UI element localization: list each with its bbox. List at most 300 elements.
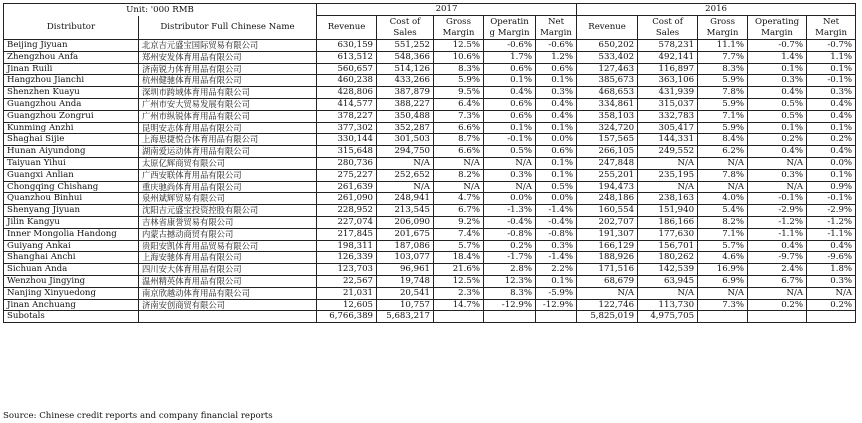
net-margin-2016-cell: N/A [807,287,856,299]
full-name-header: Distributor Full Chinese Name [139,16,317,40]
cost-of-sales-2017-cell: 388,227 [377,98,434,110]
net-margin-2017-cell: -0.8% [536,228,577,240]
subtotal-empty-cell [484,311,536,323]
table-row [4,216,856,228]
operating-margin-2016-cell: 0.3% [748,75,807,87]
operating-margin-2016-cell: -2.9% [748,205,807,217]
operating-margin-2016-cell: 0.1% [748,63,807,75]
full-chinese-name-cell: 广州市安大贸易发展有限公司 [139,98,317,110]
net-margin-2016-cell: 0.1% [807,122,856,134]
gross-margin-2017-cell: 9.2% [434,216,484,228]
operating-margin-2016-cell: -0.7% [748,40,807,52]
revenue-2017-cell: 280,736 [317,157,377,169]
gross-margin-2016-cell: 4.6% [698,252,748,264]
net-margin-2017-cell: 0.6% [536,63,577,75]
operating-margin-2016-cell: 0.2% [748,299,807,311]
header-year-row [4,4,856,16]
distributor-cell: Kunming Anzhi [4,122,139,134]
gross-margin-2016-cell: 7.7% [698,51,748,63]
operating-margin-2017-header: Operatin g Margin [484,16,536,40]
table-row [4,110,856,122]
revenue-2017-cell: 275,227 [317,169,377,181]
net-margin-2016-cell: -1.1% [807,228,856,240]
revenue-2016-cell: 533,402 [577,51,638,63]
table-row [4,193,856,205]
net-margin-2017-cell: 0.5% [536,181,577,193]
gross-margin-2017-cell: 8.2% [434,169,484,181]
full-chinese-name-cell: 湖南爱运动体育用品有限公司 [139,146,317,158]
cost-of-sales-2016-cell: 249,552 [638,146,698,158]
cost-of-sales-2016-cell: N/A [638,157,698,169]
distributor-financials-table-wrapper [3,3,855,323]
distributor-cell: Guangzhou Anda [4,98,139,110]
operating-margin-2017-cell: N/A [484,181,536,193]
subtotal-empty-cell [536,311,577,323]
operating-margin-2016-cell: -1.2% [748,216,807,228]
full-chinese-name-cell: 重庆驰尚体育用品有限公司 [139,181,317,193]
revenue-2017-cell: 217,845 [317,228,377,240]
cost-of-sales-2016-cell: 156,701 [638,240,698,252]
cost-of-sales-2017-cell: 387,879 [377,87,434,99]
cost-of-sales-2016-cell: 63,945 [638,275,698,287]
operating-margin-2017-cell: 8.3% [484,287,536,299]
revenue-2017-cell: 377,302 [317,122,377,134]
table-row [4,87,856,99]
table-body [4,40,856,311]
gross-margin-2017-cell: 4.7% [434,193,484,205]
cost-of-sales-2016-cell: 315,037 [638,98,698,110]
gross-margin-2016-cell: 6.9% [698,275,748,287]
full-chinese-name-cell: 泉州斌辉贸易有限公司 [139,193,317,205]
revenue-2017-cell: 630,159 [317,40,377,52]
operating-margin-2016-cell: 0.3% [748,169,807,181]
gross-margin-2017-cell: 21.6% [434,264,484,276]
net-margin-2017-cell: 0.3% [536,240,577,252]
net-margin-2017-cell: 0.1% [536,275,577,287]
gross-margin-2017-cell: 7.4% [434,228,484,240]
operating-margin-2017-cell: 0.0% [484,193,536,205]
gross-margin-2016-cell: 5.9% [698,98,748,110]
net-margin-2017-header: Net Margin [536,16,577,40]
revenue-2016-cell: 334,861 [577,98,638,110]
gross-margin-2017-cell: 6.4% [434,98,484,110]
table-row [4,157,856,169]
net-margin-2017-cell: 1.2% [536,51,577,63]
net-margin-2016-cell: -0.1% [807,193,856,205]
cost-of-sales-2017-cell: 350,488 [377,110,434,122]
revenue-2017-cell: 22,567 [317,275,377,287]
net-margin-2016-cell: -1.2% [807,216,856,228]
gross-margin-2016-cell: 8.3% [698,63,748,75]
net-margin-2017-cell: 0.4% [536,110,577,122]
gross-margin-2017-cell: 8.7% [434,134,484,146]
net-margin-2017-cell: 0.1% [536,75,577,87]
gross-margin-2017-cell: N/A [434,181,484,193]
net-margin-2017-cell: 0.4% [536,98,577,110]
cost-of-sales-2017-cell: 103,077 [377,252,434,264]
net-margin-2016-cell: 0.4% [807,146,856,158]
revenue-2017-cell: 560,657 [317,63,377,75]
full-chinese-name-cell: 吉林省康誉贸易有限公司 [139,216,317,228]
net-margin-2017-cell: 0.1% [536,157,577,169]
full-chinese-name-cell: 上海安驰体育用品有限公司 [139,252,317,264]
gross-margin-2017-cell: 7.3% [434,110,484,122]
gross-margin-2016-cell: 8.2% [698,216,748,228]
distributor-cell: Guangxi Anlian [4,169,139,181]
full-chinese-name-cell: 杭州健驰体育用品有限公司 [139,75,317,87]
net-margin-2016-cell: 1.8% [807,264,856,276]
net-margin-2017-cell: 2.2% [536,264,577,276]
revenue-2016-cell: 191,307 [577,228,638,240]
table-row [4,205,856,217]
full-chinese-name-cell: 广西安联体育用品有限公司 [139,169,317,181]
full-chinese-name-cell: 温州精英体育用品有限公司 [139,275,317,287]
net-margin-2016-cell: 1.1% [807,51,856,63]
cost-of-sales-2017-cell: 514,126 [377,63,434,75]
gross-margin-2017-cell: 2.3% [434,287,484,299]
full-chinese-name-cell: 济南锐力体育用品有限公司 [139,63,317,75]
distributor-cell: Shanghai Anchi [4,252,139,264]
operating-margin-2017-cell: -1.3% [484,205,536,217]
subtotal-cost-2016: 4,975,705 [638,311,698,323]
distributor-cell: Hangzhou Jianchi [4,75,139,87]
full-chinese-name-cell: 南京欣越动体育用品有限公司 [139,287,317,299]
operating-margin-2016-cell: N/A [748,287,807,299]
subtotal-revenue-2017: 6,766,389 [317,311,377,323]
net-margin-2017-cell: -12.9% [536,299,577,311]
revenue-2017-cell: 228,952 [317,205,377,217]
distributor-cell: Beijing Jiyuan [4,40,139,52]
operating-margin-2017-cell: 0.6% [484,110,536,122]
subtotal-empty-cell [748,311,807,323]
revenue-2016-cell: N/A [577,287,638,299]
distributor-header: Distributor [4,16,139,40]
cost-of-sales-2016-cell: 180,262 [638,252,698,264]
revenue-2017-header: Revenue [317,16,377,40]
net-margin-2017-cell: 0.1% [536,122,577,134]
gross-margin-2016-cell: 5.4% [698,205,748,217]
table-row [4,299,856,311]
net-margin-2017-cell: -1.4% [536,205,577,217]
operating-margin-2016-cell: 2.4% [748,264,807,276]
cost-of-sales-2017-cell: 433,266 [377,75,434,87]
gross-margin-2016-cell: 7.1% [698,110,748,122]
subtotal-empty-cell [139,311,317,323]
net-margin-2017-cell: -1.4% [536,252,577,264]
revenue-2017-cell: 261,639 [317,181,377,193]
table-row [4,146,856,158]
revenue-2016-cell: 650,202 [577,40,638,52]
revenue-2016-cell: 122,746 [577,299,638,311]
full-chinese-name-cell: 济南安创商贸有限公司 [139,299,317,311]
revenue-2016-cell: 358,103 [577,110,638,122]
gross-margin-2016-cell: 4.0% [698,193,748,205]
distributor-cell: Shenyang Jiyuan [4,205,139,217]
cost-of-sales-2017-cell: 19,748 [377,275,434,287]
operating-margin-2017-cell: -0.8% [484,228,536,240]
revenue-2016-cell: 68,679 [577,275,638,287]
revenue-2016-cell: 160,554 [577,205,638,217]
revenue-2017-cell: 428,806 [317,87,377,99]
subtotal-empty-cell [434,311,484,323]
gross-margin-2017-cell: 12.5% [434,275,484,287]
cost-of-sales-2016-cell: 492,141 [638,51,698,63]
table-row [4,40,856,52]
table-row [4,75,856,87]
operating-margin-2016-cell: -9.7% [748,252,807,264]
revenue-2017-cell: 12,605 [317,299,377,311]
gross-margin-2017-cell: 14.7% [434,299,484,311]
distributor-cell: Chongqing Chishang [4,181,139,193]
net-margin-2016-cell: -9.6% [807,252,856,264]
net-margin-2016-cell: 0.4% [807,240,856,252]
gross-margin-2017-cell: 9.5% [434,87,484,99]
operating-margin-2017-cell: 0.6% [484,63,536,75]
subtotal-empty-cell [807,311,856,323]
distributor-cell: Inner Mongolia Handong [4,228,139,240]
operating-margin-2016-cell: N/A [748,157,807,169]
cost-of-sales-2017-cell: 187,086 [377,240,434,252]
subtotal-revenue-2016: 5,825,019 [577,311,638,323]
operating-margin-2017-cell: 0.2% [484,240,536,252]
revenue-2017-cell: 315,648 [317,146,377,158]
net-margin-2017-cell: -0.4% [536,216,577,228]
revenue-2017-cell: 330,144 [317,134,377,146]
cost-of-sales-2017-cell: 352,287 [377,122,434,134]
gross-margin-2016-cell: 11.1% [698,40,748,52]
net-margin-2016-cell: 0.1% [807,63,856,75]
table-row [4,252,856,264]
full-chinese-name-cell: 太原亿辉商贸有限公司 [139,157,317,169]
table-row [4,240,856,252]
net-margin-2016-header: Net Margin [807,16,856,40]
revenue-2016-cell: 248,186 [577,193,638,205]
cost-of-sales-2016-cell: 177,630 [638,228,698,240]
year-2017-header: 2017 [317,4,577,16]
full-chinese-name-cell: 郑州安发体育用品有限公司 [139,51,317,63]
cost-of-sales-2016-cell: N/A [638,181,698,193]
year-2016-header: 2016 [577,4,856,16]
gross-margin-2016-cell: 5.9% [698,75,748,87]
gross-margin-2017-cell: 10.6% [434,51,484,63]
revenue-2016-cell: 324,720 [577,122,638,134]
gross-margin-2016-cell: 7.8% [698,169,748,181]
table-row [4,122,856,134]
operating-margin-2017-cell: -1.7% [484,252,536,264]
gross-margin-2016-cell: 16.9% [698,264,748,276]
cost-of-sales-2016-cell: 116,897 [638,63,698,75]
distributor-cell: Nanjing Xinyuedong [4,287,139,299]
operating-margin-2016-cell: -0.1% [748,193,807,205]
full-chinese-name-cell: 北京吉元盛宝国际贸易有限公司 [139,40,317,52]
distributor-cell: Wenzhou Jingying [4,275,139,287]
gross-margin-2016-cell: 7.1% [698,228,748,240]
revenue-2016-cell: 171,516 [577,264,638,276]
cost-of-sales-2017-cell: 10,757 [377,299,434,311]
gross-margin-2017-cell: 5.7% [434,240,484,252]
table-row [4,181,856,193]
subtotal-cost-2017: 5,683,217 [377,311,434,323]
net-margin-2017-cell: 0.3% [536,87,577,99]
table-row [4,134,856,146]
operating-margin-2016-cell: 0.4% [748,87,807,99]
distributor-cell: Sichuan Anda [4,264,139,276]
full-chinese-name-cell: 广州市纵锐体育用品有限公司 [139,110,317,122]
cost-of-sales-2017-cell: 252,652 [377,169,434,181]
distributor-cell: Jilin Kangyu [4,216,139,228]
gross-margin-2017-cell: 6.7% [434,205,484,217]
cost-of-sales-2016-cell: 151,940 [638,205,698,217]
operating-margin-2017-cell: 12.3% [484,275,536,287]
operating-margin-2017-cell: 0.3% [484,169,536,181]
operating-margin-2017-cell: -0.4% [484,216,536,228]
revenue-2017-cell: 198,311 [317,240,377,252]
revenue-2016-cell: 188,926 [577,252,638,264]
revenue-2016-cell: 194,473 [577,181,638,193]
cost-of-sales-2016-cell: N/A [638,287,698,299]
net-margin-2016-cell: 0.3% [807,275,856,287]
cost-of-sales-2016-cell: 431,939 [638,87,698,99]
table-row [4,264,856,276]
operating-margin-2016-cell: 1.4% [748,51,807,63]
operating-margin-2016-cell: 0.4% [748,146,807,158]
full-chinese-name-cell: 内蒙古撼动商贸有限公司 [139,228,317,240]
operating-margin-2017-cell: 0.1% [484,75,536,87]
revenue-2016-header: Revenue [577,16,638,40]
cost-of-sales-2016-cell: 305,417 [638,122,698,134]
source-note: Source: Chinese credit reports and company financial reports [3,411,273,421]
operating-margin-2016-cell: 6.7% [748,275,807,287]
revenue-2016-cell: 157,565 [577,134,638,146]
cost-of-sales-2016-cell: 235,195 [638,169,698,181]
revenue-2017-cell: 460,238 [317,75,377,87]
operating-margin-2017-cell: 1.7% [484,51,536,63]
revenue-2016-cell: 468,653 [577,87,638,99]
gross-margin-2016-cell: 7.8% [698,87,748,99]
full-chinese-name-cell: 沈阳吉元盛宝投资控股有限公司 [139,205,317,217]
operating-margin-2017-cell: 0.6% [484,98,536,110]
gross-margin-2016-cell: N/A [698,287,748,299]
revenue-2016-cell: 202,707 [577,216,638,228]
cost-of-sales-2016-cell: 578,231 [638,40,698,52]
operating-margin-2017-cell: -12.9% [484,299,536,311]
revenue-2017-cell: 613,512 [317,51,377,63]
full-chinese-name-cell: 深圳市跨域体育用品有限公司 [139,87,317,99]
distributor-cell: Shaghai Sijie [4,134,139,146]
cost-of-sales-2017-cell: 551,252 [377,40,434,52]
operating-margin-2016-header: Operating Margin [748,16,807,40]
net-margin-2016-cell: -0.7% [807,40,856,52]
operating-margin-2017-cell: -0.6% [484,40,536,52]
revenue-2017-cell: 21,031 [317,287,377,299]
gross-margin-2016-cell: 7.3% [698,299,748,311]
revenue-2016-cell: 255,201 [577,169,638,181]
table-row [4,228,856,240]
operating-margin-2016-cell: 0.2% [748,134,807,146]
cost-of-sales-2016-cell: 144,331 [638,134,698,146]
revenue-2016-cell: 166,129 [577,240,638,252]
gross-margin-2017-cell: 5.9% [434,75,484,87]
full-chinese-name-cell: 昆明安志体育用品有限公司 [139,122,317,134]
distributor-cell: Jinan Anchuang [4,299,139,311]
net-margin-2016-cell: 0.1% [807,169,856,181]
subtotal-row [4,311,856,323]
table-row [4,63,856,75]
operating-margin-2017-cell: -0.1% [484,134,536,146]
operating-margin-2017-cell: 0.5% [484,146,536,158]
gross-margin-2016-cell: 5.7% [698,240,748,252]
distributor-cell: Zhengzhou Anfa [4,51,139,63]
cost-of-sales-2017-cell: 96,961 [377,264,434,276]
distributor-financials-table [3,3,856,323]
cost-of-sales-2017-cell: 201,675 [377,228,434,240]
gross-margin-2017-cell: 8.3% [434,63,484,75]
operating-margin-2017-cell: 0.1% [484,122,536,134]
gross-margin-2016-header: Gross Margin [698,16,748,40]
cost-of-sales-2017-header: Cost of Sales [377,16,434,40]
unit-label: Unit: '000 RMB [4,4,317,16]
gross-margin-2016-cell: 6.2% [698,146,748,158]
cost-of-sales-2017-cell: 20,541 [377,287,434,299]
revenue-2017-cell: 123,703 [317,264,377,276]
distributor-cell: Guangzhou Zongrui [4,110,139,122]
net-margin-2016-cell: -2.9% [807,205,856,217]
net-margin-2016-cell: 0.4% [807,110,856,122]
net-margin-2016-cell: 0.4% [807,98,856,110]
net-margin-2017-cell: 0.6% [536,146,577,158]
operating-margin-2016-cell: 0.1% [748,122,807,134]
distributor-cell: Hunan Aiyundong [4,146,139,158]
operating-margin-2016-cell: N/A [748,181,807,193]
cost-of-sales-2016-cell: 142,539 [638,264,698,276]
cost-of-sales-2017-cell: 206,090 [377,216,434,228]
cost-of-sales-2017-cell: 248,941 [377,193,434,205]
revenue-2017-cell: 414,577 [317,98,377,110]
distributor-cell: Taiyuan Yihui [4,157,139,169]
cost-of-sales-2016-cell: 113,730 [638,299,698,311]
full-chinese-name-cell: 四川安大体育用品有限公司 [139,264,317,276]
net-margin-2016-cell: 0.9% [807,181,856,193]
revenue-2017-cell: 227,074 [317,216,377,228]
revenue-2016-cell: 385,673 [577,75,638,87]
net-margin-2016-cell: 0.0% [807,157,856,169]
cost-of-sales-2016-cell: 363,106 [638,75,698,87]
cost-of-sales-2017-cell: N/A [377,157,434,169]
revenue-2017-cell: 378,227 [317,110,377,122]
cost-of-sales-2016-header: Cost of Sales [638,16,698,40]
revenue-2016-cell: 266,105 [577,146,638,158]
gross-margin-2016-cell: 5.9% [698,122,748,134]
gross-margin-2016-cell: N/A [698,157,748,169]
revenue-2017-cell: 126,339 [317,252,377,264]
gross-margin-2017-cell: N/A [434,157,484,169]
cost-of-sales-2017-cell: N/A [377,181,434,193]
header-column-row [4,16,856,40]
operating-margin-2017-cell: N/A [484,157,536,169]
operating-margin-2017-cell: 2.8% [484,264,536,276]
revenue-2017-cell: 261,090 [317,193,377,205]
gross-margin-2017-cell: 18.4% [434,252,484,264]
full-chinese-name-cell: 上海思捷悦合体育用品有限公司 [139,134,317,146]
gross-margin-2016-cell: N/A [698,181,748,193]
gross-margin-2017-header: Gross Margin [434,16,484,40]
distributor-cell: Guiyang Ankai [4,240,139,252]
full-chinese-name-cell: 贵阳安凯体育用品贸易有限公司 [139,240,317,252]
gross-margin-2017-cell: 6.6% [434,122,484,134]
cost-of-sales-2017-cell: 548,366 [377,51,434,63]
cost-of-sales-2017-cell: 294,750 [377,146,434,158]
gross-margin-2017-cell: 12.5% [434,40,484,52]
